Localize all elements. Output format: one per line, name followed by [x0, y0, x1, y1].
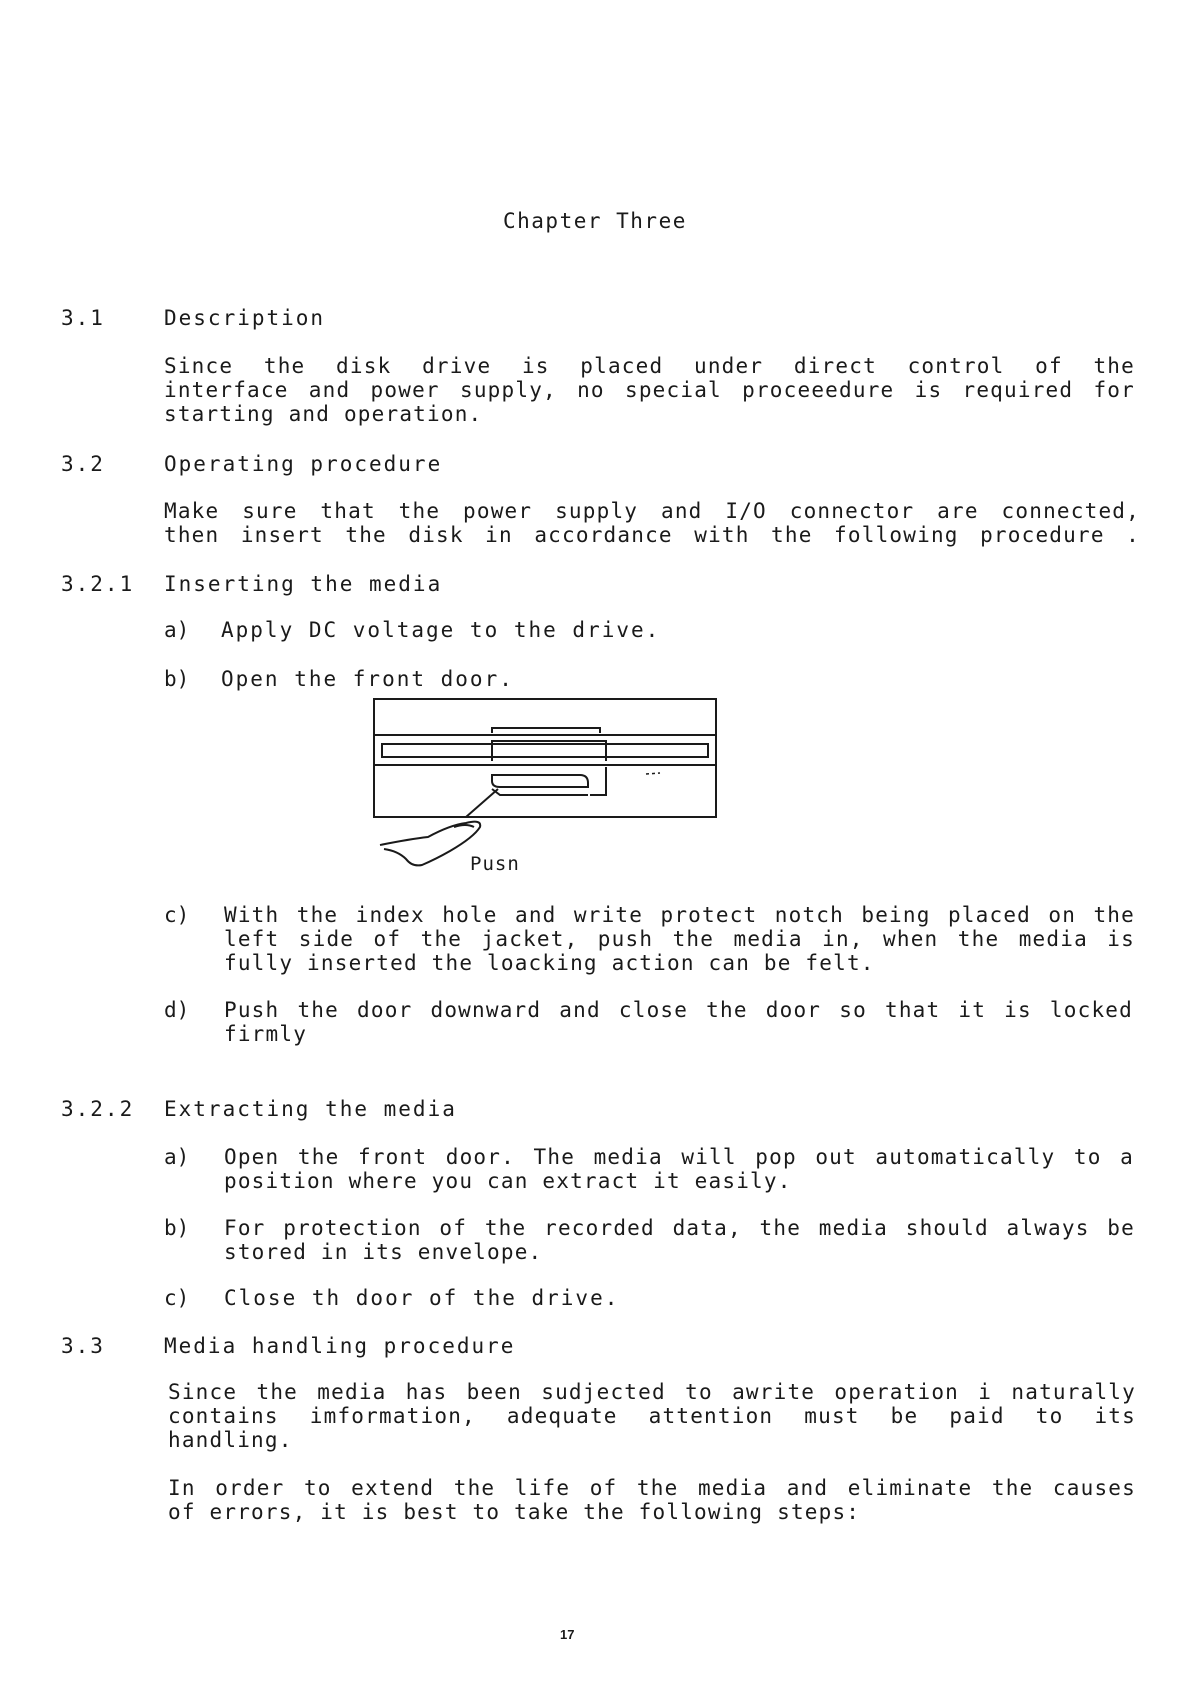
section-paragraph: [168, 1476, 1136, 1524]
list-item-line: With the index hole and write protect notch being placed on the: [224, 903, 1135, 927]
list-item-line: Push the door downward and close the door so that it is locked: [224, 998, 1133, 1022]
section-paragraph: [164, 354, 1135, 426]
finger-icon: [380, 822, 480, 866]
paragraph-line: In order to extend the life of the media and eliminate the causes: [168, 1476, 1136, 1500]
paragraph-line: starting and operation.: [164, 402, 483, 426]
list-item: [221, 667, 514, 691]
list-marker: a): [164, 1145, 190, 1169]
paragraph-line: contains imformation, adequate attention must be paid to its: [168, 1404, 1136, 1428]
section-number: 3.1: [61, 306, 105, 330]
list-marker: d): [164, 998, 190, 1022]
list-marker: c): [164, 903, 190, 927]
list-item-line: stored in its envelope.: [224, 1240, 543, 1264]
paragraph-line: then insert the disk in accordance with the following procedure .: [164, 523, 1140, 547]
door-top: [492, 728, 600, 733]
paragraph-line: Make sure that the power supply and I/O connector are connected,: [164, 499, 1140, 523]
section-number: 3.2.2: [61, 1097, 135, 1121]
chapter-title: Chapter Three: [503, 209, 687, 233]
list-item-line: fully inserted the loacking action can be felt.: [224, 951, 875, 975]
section-number: 3.2: [61, 452, 105, 476]
list-item-line: position where you can extract it easily.: [224, 1169, 792, 1193]
section-number: 3.3: [61, 1334, 105, 1358]
media-slot: [382, 744, 708, 757]
list-item-line: Open the front door.: [221, 667, 514, 691]
list-marker: a): [164, 618, 190, 642]
figure-caption: Pusn: [470, 853, 520, 875]
list-marker: c): [164, 1286, 190, 1310]
list-item: [224, 1145, 1134, 1193]
list-item: [224, 903, 1135, 975]
section-number: 3.2.1: [61, 572, 135, 596]
pointer-line: [466, 789, 498, 817]
list-item-line: left side of the jacket, push the media in, when the media is: [224, 927, 1135, 951]
list-item-line: For protection of the recorded data, the media should always be: [224, 1216, 1135, 1240]
list-item: [224, 1286, 619, 1310]
paragraph-line: Since the media has been sudjected to awrite operation i naturally: [168, 1380, 1136, 1404]
list-marker: b): [164, 1216, 190, 1240]
fingernail: [454, 825, 474, 827]
door-motion-mark: [646, 773, 660, 774]
list-item: [224, 1216, 1135, 1264]
list-item: [221, 618, 660, 642]
section-heading: Extracting the media: [164, 1097, 457, 1121]
section-heading: Description: [164, 306, 326, 330]
door-lever: [492, 775, 588, 787]
list-item-line: Open the front door. The media will pop out automatically to a: [224, 1145, 1134, 1169]
section-heading: Operating procedure: [164, 452, 443, 476]
door-latch: [590, 767, 606, 795]
list-item-line: Close th door of the drive.: [224, 1286, 620, 1310]
paragraph-line: Since the disk drive is placed under direct control of the: [164, 354, 1135, 378]
section-heading: Media handling procedure: [164, 1334, 516, 1358]
lever-base: [492, 789, 588, 795]
section-paragraph: [168, 1380, 1136, 1452]
page-number: 17: [560, 1627, 575, 1642]
section-paragraph: [164, 499, 1140, 547]
drive-door-figure: [370, 697, 730, 887]
list-marker: b): [164, 667, 190, 691]
list-item: [224, 998, 1133, 1046]
paragraph-line: of errors, it is best to take the following steps:: [168, 1500, 861, 1524]
paragraph-line: interface and power supply, no special proceeedure is required for: [164, 378, 1135, 402]
paragraph-line: handling.: [168, 1428, 293, 1452]
list-item-line: Apply DC voltage to the drive.: [221, 618, 661, 642]
list-item-line: firmly: [224, 1022, 308, 1046]
section-heading: Inserting the media: [164, 572, 443, 596]
